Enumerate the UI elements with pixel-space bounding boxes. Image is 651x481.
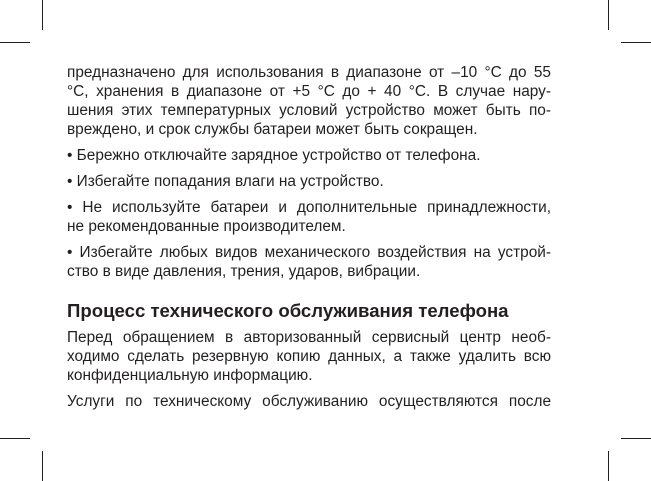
intro-paragraph bbox=[67, 63, 551, 139]
crop-mark-top-left-horizontal bbox=[0, 42, 30, 43]
text-line: предназначено для использования в диапазоне от –10 °С до 55 bbox=[67, 64, 551, 81]
text-line: • Избегайте любых видов механического воздействия на устрой- bbox=[67, 244, 551, 261]
text-line: ство в виде давления, трения, ударов, вибрации. bbox=[67, 263, 421, 280]
text-line: шения этих температурных условий устройство может быть по- bbox=[67, 102, 551, 119]
crop-mark-bottom-left-vertical bbox=[42, 451, 43, 481]
text-line: не рекомендованные производителем. bbox=[67, 218, 346, 235]
bullet-item-recommended-accessories bbox=[67, 198, 551, 236]
crop-mark-top-right-vertical bbox=[608, 0, 609, 30]
section-paragraph-backup bbox=[67, 328, 551, 385]
crop-mark-bottom-right-horizontal bbox=[621, 438, 651, 439]
bullet-item-avoid-moisture bbox=[67, 172, 551, 191]
text-line: °С, хранения в диапазоне от +5 °С до + 40 °С. В случае нару- bbox=[67, 83, 551, 100]
text-line: конфиденциальную информацию. bbox=[67, 367, 313, 384]
crop-mark-bottom-right-vertical bbox=[608, 451, 609, 481]
text-line: Перед обращением в авторизованный сервисный центр необ- bbox=[67, 329, 551, 346]
section-paragraph-services bbox=[67, 392, 551, 411]
crop-mark-top-right-horizontal bbox=[621, 42, 651, 43]
section-heading: Процесс технического обслуживания телефона bbox=[67, 300, 509, 321]
crop-mark-top-left-vertical bbox=[42, 0, 43, 30]
bullet-item-unplug-charger bbox=[67, 146, 551, 165]
text-line: • Не используйте батареи и дополнительные принадлежности, bbox=[67, 199, 551, 216]
text-line: • Бережно отключайте зарядное устройство от телефона. bbox=[67, 147, 481, 164]
bullet-item-mechanical-impact bbox=[67, 243, 551, 281]
text-line: • Избегайте попадания влаги на устройство. bbox=[67, 173, 384, 190]
text-line: Услуги по техническому обслуживанию осуществляются после bbox=[67, 393, 551, 410]
text-line: вреждено, и срок службы батареи может быть сокращен. bbox=[67, 121, 478, 138]
page-body bbox=[67, 63, 551, 411]
crop-mark-bottom-left-horizontal bbox=[0, 438, 30, 439]
text-line: ходимо сделать резервную копию данных, а также удалить всю bbox=[67, 348, 551, 365]
